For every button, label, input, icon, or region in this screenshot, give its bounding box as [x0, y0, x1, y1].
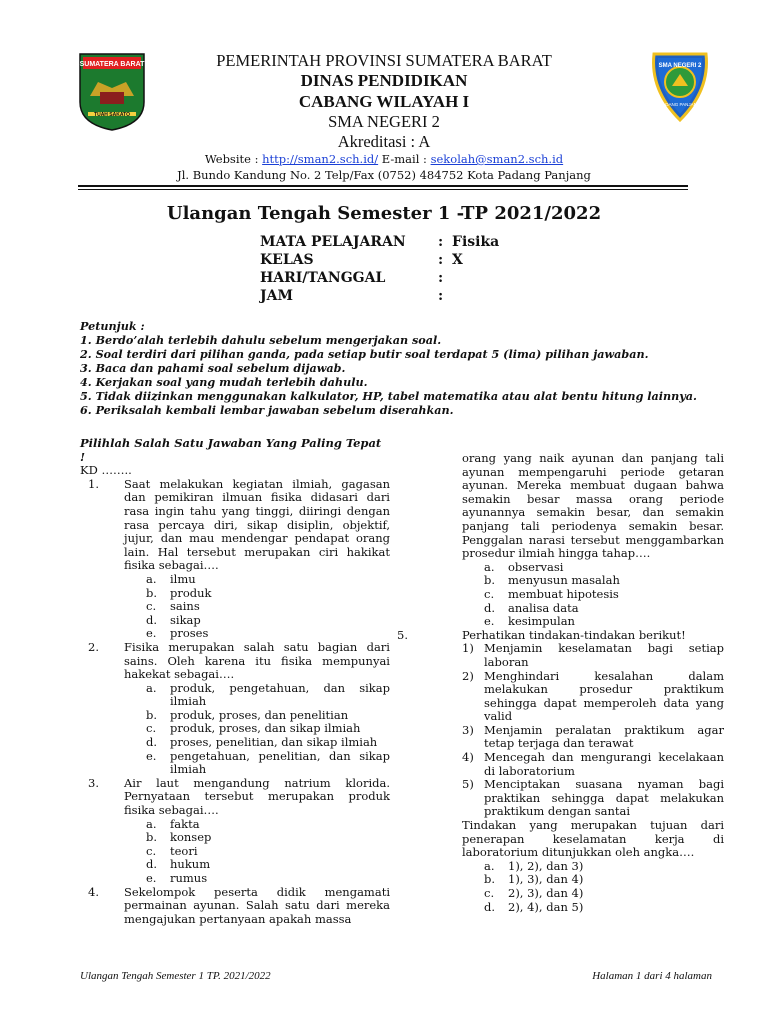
right-column [397, 451, 724, 914]
option[interactable]: a. produk, pengetahuan, dan sikap ilmiah [146, 680, 390, 709]
header-branch: CABANG WILAYAH I [298, 92, 470, 111]
option[interactable]: e. proses [146, 626, 209, 641]
option[interactable]: b. produk [146, 585, 212, 600]
question-5: 5. Perhatikan tindakan-tindakan berikut! [397, 627, 686, 642]
statement: 3) Menjamin peralatan praktikum agar tetap terjaga dan terawat [462, 722, 724, 751]
question-1: 1. Saat melakukan kegiatan ilmiah, gagasan dan pemikiran ilmuan fisika didasari dari rasa ingin tahu yang tinggi, diiringi dengan rasa percaya diri, sikap disiplin, objektif, jujur, dan mau mendengar pendapat orang lain. Hal tersebut merupakan ciri hakikat fisika sebagai…. [88, 476, 390, 573]
option[interactable]: d. proses, penelitian, dan sikap ilmiah [146, 735, 378, 750]
instruction-item: 4. Kerjakan soal yang mudah terlebih dahulu. [80, 375, 368, 389]
option[interactable]: d. analisa data [484, 600, 579, 615]
question-5-stem: Tindakan yang merupakan tujuan dari penerapan keselamatan kerja di laboratorium ditunjukkan oleh angka…. [462, 818, 724, 860]
options-q1 [80, 573, 390, 641]
option[interactable]: d. sikap [146, 612, 201, 627]
sumatera-barat-logo [78, 52, 146, 132]
meta-row: JAM : [260, 288, 444, 304]
instruction-item: 5. Tidak diizinkan menggunakan kalkulator, HP, tabel matematika atau alat bentu hitung lainnya. [80, 389, 697, 403]
option[interactable]: a. ilmu [146, 571, 196, 586]
options-q5 [462, 860, 724, 914]
instruction-item: 2. Soal terdiri dari pilihan ganda, pada setiap butir soal terdapat 5 (lima) pilihan jawaban. [80, 347, 649, 361]
option[interactable]: b. menyusun masalah [484, 573, 620, 588]
header-rule-thick [78, 185, 688, 187]
website-label: Website : [204, 152, 259, 166]
options-q3 [80, 818, 390, 886]
question-4-continuation: orang yang naik ayunan dan panjang tali ayunan mempengaruhi periode getaran ayunan. Mereka membuat dugaan bahwa semakin besar massa orang periode ayunannya semakin besar, dan semakin panjang tali periodenya semakin besar. Penggalan narasi tersebut menggambarkan prosedur ilmiah hingga tahap…. [462, 451, 724, 561]
left-column [80, 437, 390, 926]
svg-text:SUMATERA BARAT: SUMATERA BARAT [79, 61, 145, 68]
section-heading: Pilihlah Salah Satu Jawaban Yang Paling Tepat ! [80, 436, 382, 464]
option[interactable]: b. produk, proses, dan penelitian [146, 707, 349, 722]
statement: 2) Menghindari kesalahan dalam melakukan prosedur praktikum sehingga dapat memperoleh data yang valid [462, 668, 724, 724]
option[interactable]: a. observasi [484, 559, 564, 574]
meta-row: HARI/TANGGAL : [260, 270, 444, 286]
meta-row: KELAS : X [260, 252, 463, 268]
option[interactable]: e. pengetahuan, penelitian, dan sikap ilmiah [146, 748, 390, 777]
statement: 1) Menjamin keselamatan bagi setiap laboran [462, 641, 724, 669]
option[interactable]: d. 2), 4), dan 5) [484, 899, 584, 914]
option[interactable]: c. 2), 3), dan 4) [484, 886, 584, 900]
instruction-item: 1. Berdo’alah terlebih dahulu sebelum mengerjakan soal. [80, 333, 442, 347]
question-4: 4. Sekelompok peserta didik mengamati permainan ayunan. Salah satu dari mereka mengajukan pertanyaan apakah massa [88, 884, 390, 926]
meta-row: MATA PELAJARAN : Fisika [260, 234, 500, 250]
instructions-title: Petunjuk : [80, 319, 145, 333]
option[interactable]: a. fakta [146, 816, 200, 831]
option[interactable]: e. rumus [146, 871, 208, 885]
address: Jl. Bundo Kandung No. 2 Telp/Fax (0752) 484752 Kota Padang Panjang [177, 168, 591, 182]
instruction-item: 6. Periksalah kembali lembar jawaban sebelum diserahkan. [80, 403, 454, 417]
option[interactable]: a. 1), 2), dan 3) [484, 858, 584, 873]
instructions [80, 319, 720, 417]
header-rule-thin [78, 189, 688, 190]
options-q2 [80, 682, 390, 777]
option[interactable]: c. membuat hipotesis [484, 586, 619, 601]
website-link[interactable]: http://sman2.sch.id/ [262, 152, 379, 166]
option[interactable]: c. produk, proses, dan sikap ilmiah [146, 721, 361, 736]
option[interactable]: c. sains [146, 599, 200, 614]
header-accreditation: Akreditasi : A [337, 132, 431, 151]
email-link[interactable]: sekolah@sman2.sch.id [430, 152, 564, 166]
exam-title: Ulangan Tengah Semester 1 -TP 2021/2022 [166, 203, 602, 224]
q5-statements [462, 642, 724, 819]
footer-left: Ulangan Tengah Semester 1 TP. 2021/2022 [80, 970, 271, 982]
option[interactable]: b. 1), 3), dan 4) [484, 872, 584, 887]
header-department: DINAS PENDIDIKAN [300, 71, 468, 90]
option[interactable]: e. kesimpulan [484, 614, 575, 629]
question-2: 2. Fisika merupakan salah satu bagian dari sains. Oleh karena itu fisika mempunyai hakekat sebagai…. [88, 639, 390, 682]
question-3: 3. Air laut mengandung natrium klorida. Pernyataan tersebut merupakan produk fisika sebagai…. [88, 775, 390, 818]
footer-right: Halaman 1 dari 4 halaman [592, 970, 712, 982]
header-school: SMA NEGERI 2 [328, 112, 440, 131]
sma-negeri-2-logo [648, 50, 712, 124]
option[interactable]: b. konsep [146, 830, 212, 845]
option[interactable]: d. hukum [146, 857, 211, 872]
svg-text:TUAH SAKATO: TUAH SAKATO [94, 112, 130, 118]
svg-text:PADANG PANJANG: PADANG PANJANG [659, 102, 701, 107]
option[interactable]: c. teori [146, 843, 198, 858]
header-government: PEMERINTAH PROVINSI SUMATERA BARAT [216, 51, 552, 70]
statement: 5) Menciptakan suasana nyaman bagi praktikan sehingga dapat melakukan praktikum dengan santai [462, 777, 724, 819]
contact-line [120, 152, 648, 166]
email-label: E-mail : [381, 152, 427, 166]
svg-text:SMA NEGERI 2: SMA NEGERI 2 [658, 63, 702, 69]
statement: 4) Mencegah dan mengurangi kecelakaan di laboratorium [462, 750, 724, 778]
options-q4 [462, 561, 724, 629]
kd-label: KD …….. [80, 463, 132, 478]
instruction-item: 3. Baca dan pahami soal sebelum dijawab. [80, 361, 346, 375]
